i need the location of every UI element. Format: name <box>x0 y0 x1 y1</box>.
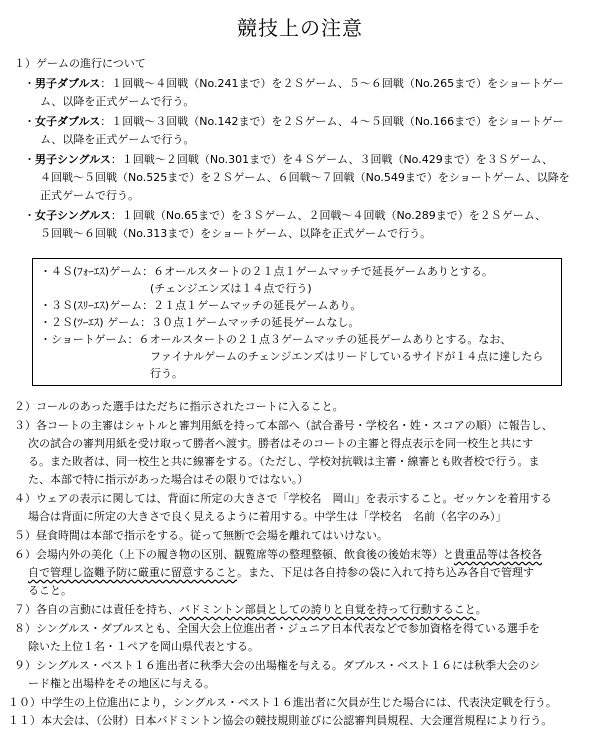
box-line-4s: ・４Ｓ(ﾌｫｰｴｽ)ゲーム：６オールスタートの２１点１ゲームマッチで延長ゲームありとする。 <box>40 265 493 278</box>
item-3-line1: ３）各コートの主審はシャトルと審判用紙を持って本部へ（試合番号・学校名・姓・スコアの順）に報告し、 <box>14 419 553 432</box>
men-singles-line1: ・男子シングルス：１回戦～２回戦（No.301まで）を４Ｓゲーム、３回戦（No.429まで）を３Ｓゲーム、 <box>24 153 554 166</box>
item-3-line3: る。また敗者は、同一校生と共に線審をする。（ただし、学校対抗戦は主審・線審とも敗者校で行う。ま <box>28 455 540 468</box>
item-6-line2: 自で管理し盗難予防に厳重に留意すること。また、下足は各自持参の袋に入れて持ち込み各自で管理す <box>28 566 534 579</box>
item-8-line2: 除いた上位１名・１ペアを岡山県代表とする。 <box>28 640 259 653</box>
men-singles-line3: 正式ゲームで行う。 <box>40 189 139 202</box>
box-line-2s: ・２Ｓ(ﾂｰｴｽ) ゲーム：３０点１ゲームマッチの延長ゲームなし。 <box>40 316 360 329</box>
women-singles-label: 女子シングルス <box>35 209 111 222</box>
box-line-4s-note: (チェンジエンズは１４点で行う) <box>150 282 312 295</box>
item-7-underlined: バドミントン部員としての誇りと自覚を持って行動すること <box>179 603 476 616</box>
item-6-underlined-1: 貴重品等は各校各 <box>454 548 542 561</box>
item-7: ７）各自の言動には責任を持ち、バドミントン部員としての誇りと自覚を持って行動すること。 <box>14 603 487 616</box>
item-9-line2: ード権と出場枠をその地区に与える。 <box>28 677 215 690</box>
item-6-underlined-2: 自で管理し盗難予防に厳重に留意すること <box>28 566 237 579</box>
box-line-short: ・ショートゲーム：６オールスタートの２１点３ゲームマッチの延長ゲームありとする。なお、 <box>40 333 512 346</box>
women-doubles-label: 女子ダブルス <box>35 115 101 128</box>
women-singles-line2: ５回戦～６回戦（No.313まで）をショートゲーム、以降を正式ゲームで行う。 <box>40 227 432 240</box>
item-11: １１）本大会は、（公財）日本バドミントン協会の競技規則並びに公認審判員規程、大会運営規程により行う。 <box>8 714 553 727</box>
item-4-line2: 場合は背面に所定の大きさで良く見えるように着用する。中学生は「学校名 名前（名字のみ）」 <box>28 510 507 523</box>
men-doubles-label: 男子ダブルス <box>35 77 101 90</box>
item-3-line4: た、本部で特に指示があった場合はその限りではない。） <box>28 473 309 486</box>
item-4-line1: ４）ウェアの表示に関しては、背面に所定の大きさで「学校名 岡山」を表示すること。ゼッケンを着用する <box>14 492 552 505</box>
women-doubles-line1: ・女子ダブルス：１回戦～３回戦（No.142まで）を２Ｓゲーム、４～５回戦（No.166まで）をショートゲー <box>24 115 564 128</box>
men-singles-line2: ４回戦～５回戦（No.525まで）を２Ｓゲーム、６回戦～７回戦（No.549まで）をショートゲーム、以降を <box>40 171 570 184</box>
item-6-line3: ること。 <box>28 584 72 597</box>
section1-heading: １）ゲームの進行について <box>14 57 146 70</box>
item-3-line2: 次の試合の審判用紙を受け取って勝者へ渡す。勝者はそのコートの主審と得点表示を同一校生と共にす <box>28 437 534 450</box>
men-doubles-line1: ・男子ダブルス：１回戦～４回戦（No.241まで）を２Ｓゲーム、５～６回戦（No.265まで）をショートゲー <box>24 77 564 90</box>
women-singles-line1: ・女子シングルス：１回戦（No.65まで）を３Ｓゲーム、２回戦～４回戦（No.289まで）を２Ｓゲーム、 <box>24 209 547 222</box>
item-10: １０）中学生の上位進出により，シングルス・ベスト１６進出者に欠員が生じた場合には、代表決定戦を行う。 <box>8 696 557 709</box>
item-5: ５）昼食時間は本部で指示をする。従って無断で会場を離れてはいけない。 <box>14 529 388 542</box>
item-6-line1: ６）会場内外の美化（上下の履き物の区別、観覧席等の整理整頓、飲食後の後始末等）と貴重品等は各校各 <box>14 548 542 561</box>
box-line-short-2: ファイナルゲームのチェンジエンズはリードしているサイドが１４点に達したら <box>150 350 544 363</box>
box-line-3s: ・３Ｓ(ｽﾘｰｴｽ)ゲーム：２１点１ゲームマッチの延長ゲームあり。 <box>40 299 362 312</box>
men-singles-label: 男子シングルス <box>35 153 111 166</box>
box-line-short-3: 行う。 <box>150 367 183 380</box>
men-doubles-line2: ム、以降を正式ゲームで行う。 <box>40 95 195 108</box>
page-title: 競技上の注意 <box>237 16 363 40</box>
item-8-line1: ８）シングルス・ダブルスとも、全国大会上位進出者・ジュニア日本代表などで参加資格を得ている選手を <box>14 622 540 635</box>
item-9-line1: ９）シングルス・ベスト１６進出者に秋季大会の出場権を与える。ダブルス・ベスト１６には秋季大会のシ <box>14 659 541 672</box>
item-2: ２）コールのあった選手はただちに指示されたコートに入ること。 <box>14 400 344 413</box>
women-doubles-line2: ム、以降を正式ゲームで行う。 <box>40 133 195 146</box>
